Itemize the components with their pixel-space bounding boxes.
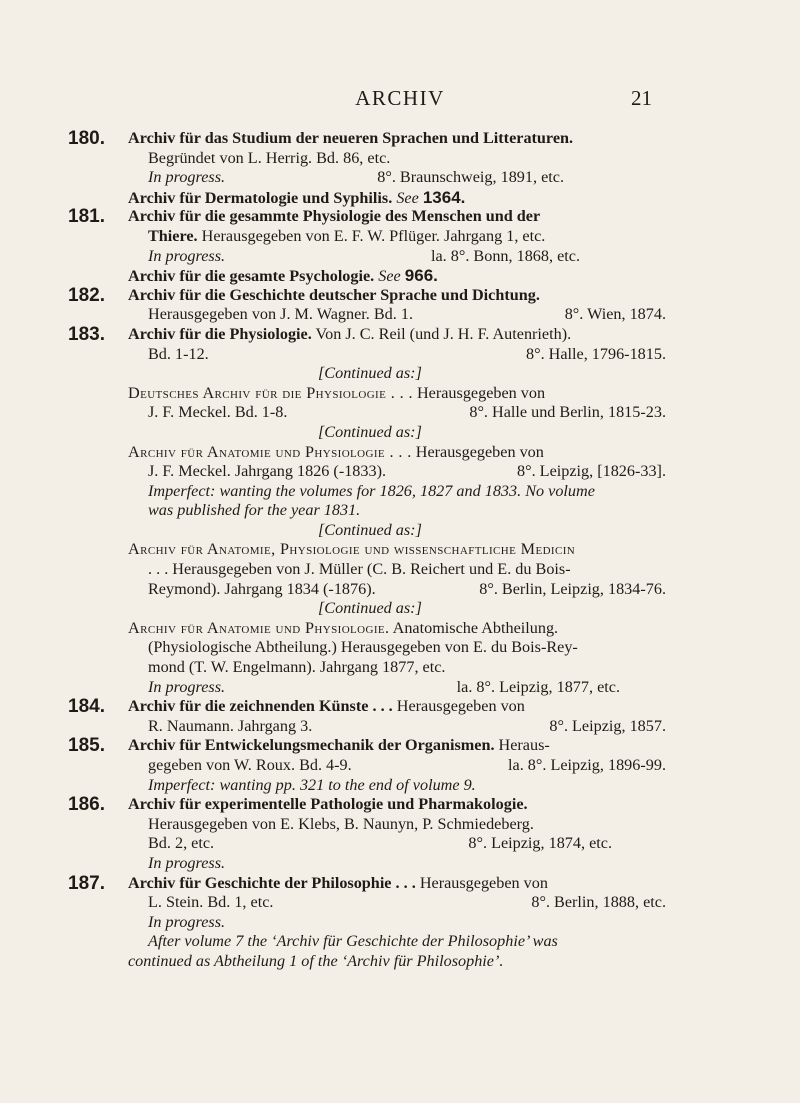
entry-status: In progress. bbox=[148, 246, 226, 265]
entry-title: Archiv für die gesammte Physiologie des Menschen und der bbox=[128, 207, 541, 226]
entry-detail: Herausgegeben von J. M. Wagner. Bd. 1. bbox=[148, 305, 413, 324]
entry-imprint: 8°. Berlin, 1888, etc. bbox=[531, 893, 666, 912]
entry-detail: Begründet von L. Herrig. Bd. 86, etc. bbox=[148, 148, 391, 167]
entry-181 bbox=[68, 206, 670, 286]
entry-imprint: 8°. Wien, 1874. bbox=[564, 305, 666, 324]
entry-volumes: gegeben von W. Roux. Bd. 4-9. bbox=[148, 756, 352, 774]
entry-volumes: Bd. 1-12. bbox=[148, 344, 209, 363]
continuation-imprint: 8°. Leipzig, [1826-33]. bbox=[517, 462, 666, 481]
continuation-detail: (Physiologische Abtheilung.) Herausgegeben von E. du Bois-Rey- bbox=[148, 638, 578, 657]
entry-detail: Herausgegeben von bbox=[419, 873, 548, 892]
entry-crossref-title: Archiv für die gesamte Psychologie. bbox=[128, 267, 375, 286]
entry-detail: Heraus- bbox=[498, 736, 550, 755]
continued-as: [Continued as:] bbox=[318, 599, 422, 618]
entry-number: 183. bbox=[68, 323, 105, 345]
entry-detail: Herausgegeben von E. F. W. Pflüger. Jahrgang 1, etc. bbox=[201, 226, 546, 245]
entry-volumes: L. Stein. Bd. 1, etc. bbox=[148, 893, 274, 912]
continuation-imprint: 8°. Berlin, Leipzig, 1834-76. bbox=[479, 579, 666, 598]
entry-184 bbox=[68, 696, 670, 736]
page-number: 21 bbox=[631, 86, 652, 110]
entry-imprint: 8°. Braunschweig, 1891, etc. bbox=[377, 168, 564, 187]
entry-title-cont: Thiere. bbox=[148, 226, 198, 245]
entry-number: 182. bbox=[68, 284, 105, 306]
entry-note: Imperfect: wanting pp. 321 to the end of volume 9. bbox=[148, 775, 476, 794]
entry-volumes: R. Naumann. Jahrgang 3. bbox=[148, 716, 313, 735]
entry-number: 187. bbox=[68, 872, 105, 894]
entry-detail: Von J. C. Reil (und J. H. F. Autenrieth). bbox=[315, 324, 572, 343]
continued-as: [Continued as:] bbox=[318, 520, 422, 539]
entry-185 bbox=[68, 735, 670, 795]
entry-title: Archiv für Entwickelungsmechanik der Organismen. bbox=[128, 736, 495, 755]
entry-number: 180. bbox=[68, 128, 105, 149]
entry-crossref-title: Archiv für Dermatologie und Syphilis. bbox=[128, 188, 393, 207]
continuation-imprint: la. 8°. Leipzig, 1877, etc. bbox=[456, 677, 620, 696]
entry-number: 186. bbox=[68, 794, 105, 816]
entry-imprint: 8°. Leipzig, 1857. bbox=[549, 716, 666, 735]
entry-180 bbox=[68, 128, 670, 207]
continuation-detail: Herausgegeben von bbox=[415, 442, 544, 461]
running-title: ARCHIV bbox=[355, 86, 445, 110]
continuation-title: Archiv für Anatomie und Physiologie . . . bbox=[128, 442, 412, 461]
entry-imprint: 8°. Leipzig, 1874, etc. bbox=[468, 834, 612, 853]
entry-title: Archiv für Geschichte der Philosophie . . . bbox=[128, 873, 416, 892]
continued-as: [Continued as:] bbox=[318, 364, 422, 383]
entry-status: In progress. bbox=[148, 168, 226, 187]
entry-imprint: la. 8°. Bonn, 1868, etc. bbox=[431, 246, 580, 265]
entry-note: continued as Abtheilung 1 of the ‘Archiv für Philosophie’. bbox=[128, 951, 504, 970]
entry-number: 181. bbox=[68, 206, 105, 228]
continuation-imprint: 8°. Halle und Berlin, 1815-23. bbox=[469, 403, 666, 422]
entries-list bbox=[68, 128, 670, 972]
continuation-detail: mond (T. W. Engelmann). Jahrgang 1877, etc. bbox=[148, 658, 446, 677]
entry-status: In progress. bbox=[148, 853, 226, 872]
continued-as: [Continued as:] bbox=[318, 422, 422, 441]
entry-detail: Herausgegeben von E. Klebs, B. Naunyn, P. Schmiedeberg. bbox=[148, 814, 534, 833]
see-label: See bbox=[378, 267, 401, 286]
see-reference: 1364. bbox=[422, 187, 466, 207]
continuation-title: Deutsches Archiv für die Physiologie . . . bbox=[128, 383, 413, 402]
entry-title: Archiv für die Physiologie. bbox=[128, 324, 312, 343]
continuation-volumes: J. F. Meckel. Bd. 1-8. bbox=[148, 403, 288, 422]
entry-title: Archiv für das Studium der neueren Sprachen und Litteraturen. bbox=[128, 129, 574, 147]
entry-volumes: Bd. 2, etc. bbox=[148, 834, 215, 853]
continuation-note: Imperfect: wanting the volumes for 1826, 1827 and 1833. No volume bbox=[148, 481, 595, 500]
see-reference: 966. bbox=[404, 266, 438, 286]
entry-title: Archiv für die zeichnenden Künste . . . bbox=[128, 697, 393, 716]
continuation-volumes: J. F. Meckel. Jahrgang 1826 (-1833). bbox=[148, 462, 387, 481]
entry-number: 184. bbox=[68, 696, 105, 718]
continuation-title: Archiv für Anatomie, Physiologie und wissenschaftliche Medicin bbox=[128, 540, 576, 559]
entry-imprint: 8°. Halle, 1796-1815. bbox=[526, 344, 666, 363]
entry-183 bbox=[68, 323, 670, 697]
continuation-detail: Anatomische Abtheilung. bbox=[392, 618, 559, 637]
entry-182 bbox=[68, 284, 670, 325]
running-header bbox=[0, 86, 800, 116]
continuation-status: In progress. bbox=[148, 677, 226, 696]
continuation-note: was published for the year 1831. bbox=[148, 501, 361, 520]
continuation-detail: Herausgegeben von bbox=[416, 383, 546, 402]
entry-imprint: la. 8°. Leipzig, 1896-99. bbox=[508, 756, 666, 774]
entry-status: In progress. bbox=[148, 912, 226, 931]
see-label: See bbox=[396, 188, 419, 207]
entry-number: 185. bbox=[68, 735, 105, 757]
entry-detail: Herausgegeben von bbox=[396, 697, 525, 716]
continuation-volumes: Reymond). Jahrgang 1834 (-1876). bbox=[148, 579, 376, 598]
entry-title: Archiv für die Geschichte deutscher Sprache und Dichtung. bbox=[128, 285, 540, 304]
entry-title: Archiv für experimentelle Pathologie und Pharmakologie. bbox=[128, 795, 528, 814]
entry-187 bbox=[68, 872, 670, 972]
continuation-detail: . . . Herausgegeben von J. Müller (C. B. Reichert und E. du Bois- bbox=[148, 560, 571, 579]
entry-note: After volume 7 the ‘Archiv für Geschichte der Philosophie’ was bbox=[148, 932, 558, 951]
continuation-title: Archiv für Anatomie und Physiologie. bbox=[128, 618, 390, 637]
entry-186 bbox=[68, 794, 670, 873]
